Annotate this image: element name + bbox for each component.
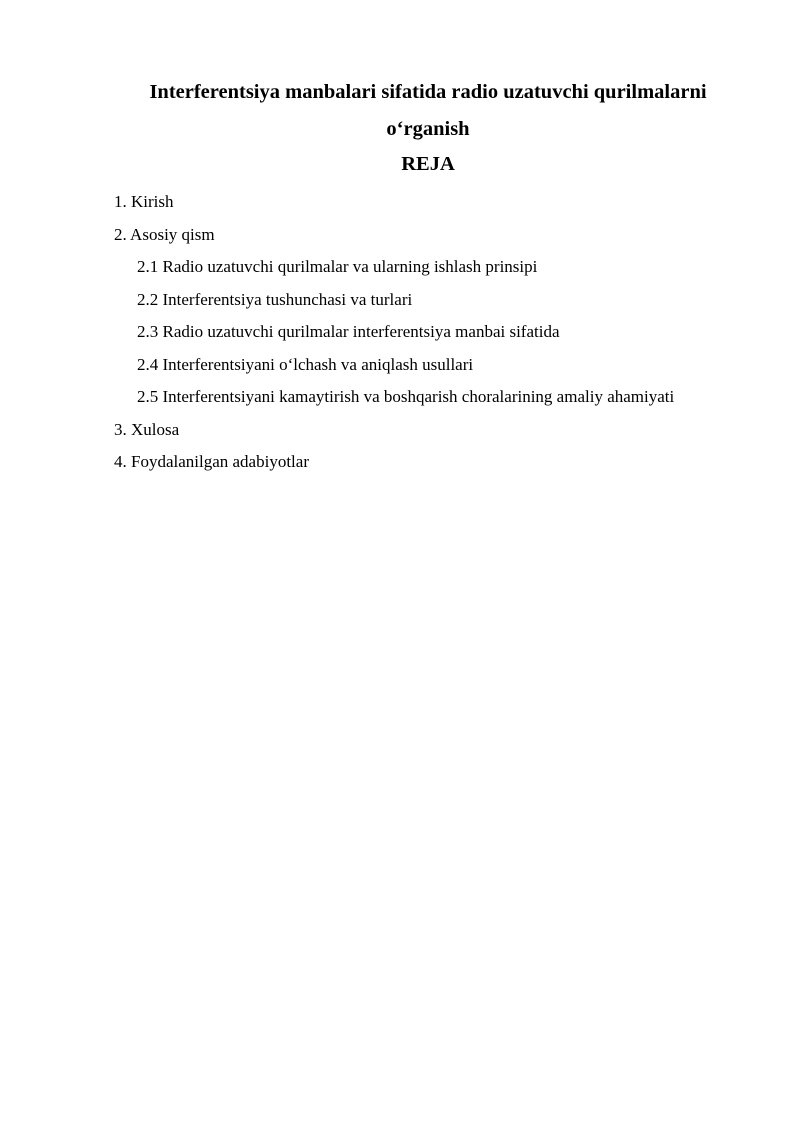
title-line-1: Interferentsiya manbalari sifatida radio uzatuvchi qurilmalarni (149, 81, 707, 103)
plan-subitem-2-4: 2.4 Interferentsiyani o‘lchash va aniqlash usullari (137, 354, 474, 374)
plan-item-introduction: 1. Kirish (114, 192, 174, 211)
title-line-2: o‘rganish (386, 118, 470, 140)
plan-subitem-2-2: 2.2 Interferentsiya tushunchasi va turlari (137, 289, 413, 309)
plan-item-conclusion: 3. Xulosa (114, 419, 180, 439)
plan-subitem-2-3: 2.3 Radio uzatuvchi qurilmalar interferentsiya manbai sifatida (137, 322, 560, 341)
plan-subitem-2-5: 2.5 Interferentsiyani kamaytirish va boshqarish choralarining amaliy ahamiyati (137, 387, 675, 406)
plan-list (114, 186, 674, 479)
plan-item-references: 4. Foydalanilgan adabiyotlar (114, 452, 309, 471)
document-title (100, 74, 756, 148)
plan-item-main-part: 2. Asosiy qism (114, 224, 215, 244)
plan-heading: REJA (401, 153, 455, 175)
plan-subitem-2-1: 2.1 Radio uzatuvchi qurilmalar va ularning ishlash prinsipi (137, 257, 538, 276)
